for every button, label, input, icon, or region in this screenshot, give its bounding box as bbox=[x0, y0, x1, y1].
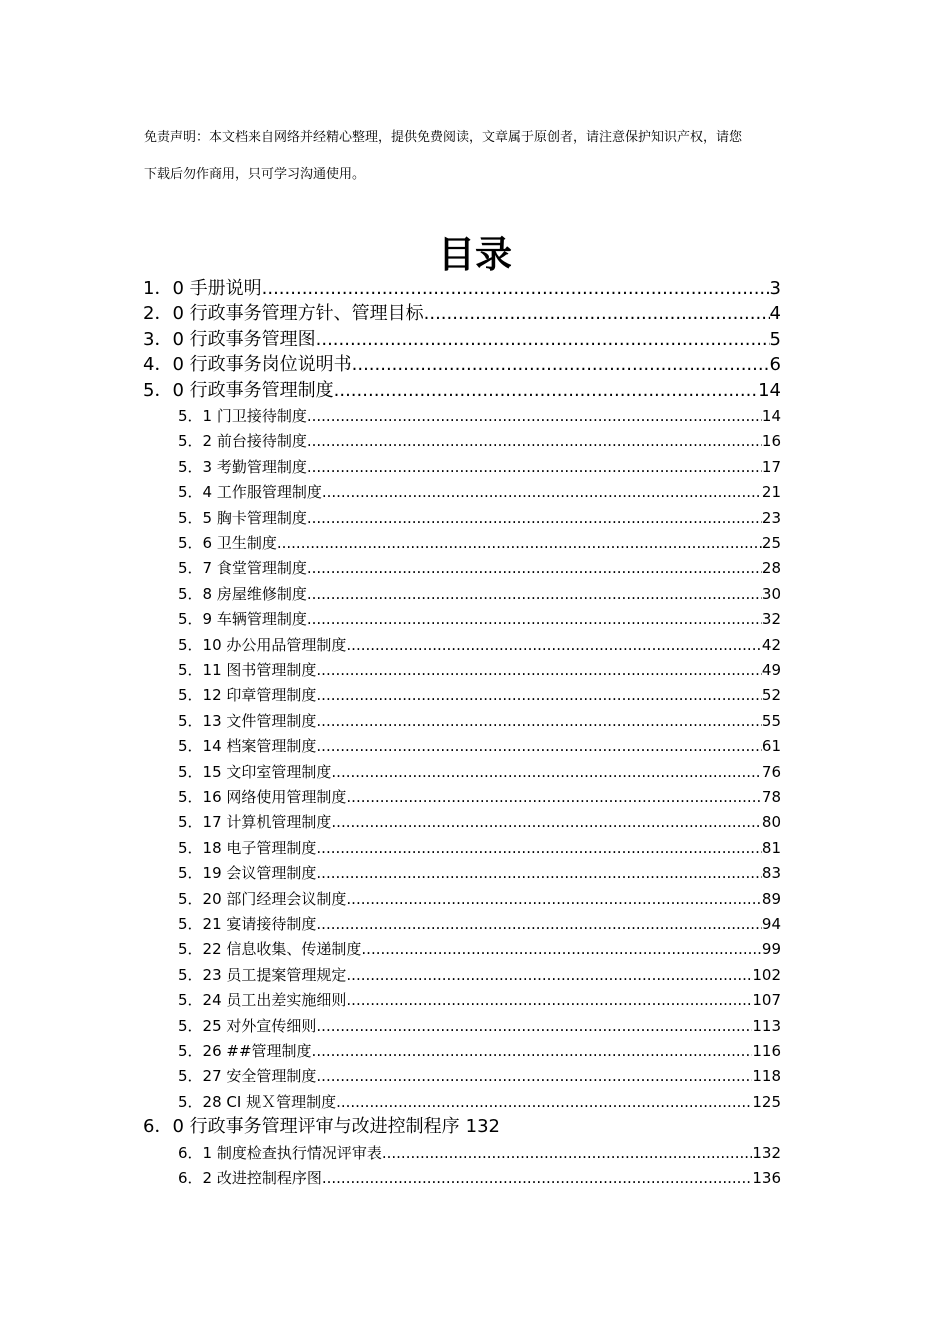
toc-entry-label: 5．0 行政事务管理制度 bbox=[143, 379, 334, 401]
toc-entry-page-number: 80 bbox=[761, 813, 781, 832]
toc-entry-page-number: 17 bbox=[761, 457, 781, 476]
toc-entry-label: 5．11 图书管理制度 bbox=[178, 661, 317, 679]
toc-entry[interactable] bbox=[178, 555, 781, 581]
disclaimer-line-1: 免责声明：本文档来自网络并经精心整理，提供免费阅读，文章属于原创者，请注意保护知识产权，请您 bbox=[144, 130, 743, 145]
toc-leader-dots bbox=[307, 505, 762, 531]
toc-leader-dots bbox=[346, 632, 762, 658]
toc-entry-label: 1．0 手册说明 bbox=[143, 278, 262, 299]
toc-entry-label: 5．16 网络使用管理制度 bbox=[178, 788, 347, 806]
toc-entry-label: 5．13 文件管理制度 bbox=[178, 711, 317, 730]
toc-entry-label: 5．5 胸卡管理制度 bbox=[178, 508, 307, 527]
toc-entry[interactable] bbox=[178, 911, 781, 937]
toc-entry-label: 5．22 信息收集、传递制度 bbox=[178, 940, 362, 959]
toc-entry[interactable] bbox=[143, 378, 781, 404]
disclaimer-line-2: 下载后勿作商用，只可学习沟通使用。 bbox=[144, 167, 366, 182]
toc-entry-page-number: 32 bbox=[761, 610, 781, 629]
toc-leader-dots bbox=[322, 1165, 753, 1191]
toc-leader-dots bbox=[307, 581, 762, 607]
toc-entry[interactable] bbox=[143, 1114, 781, 1140]
toc-entry-label: 4．0 行政事务岗位说明书 bbox=[143, 354, 352, 376]
toc-leader-dots bbox=[352, 352, 770, 378]
toc-entry-page-number: 28 bbox=[761, 559, 781, 578]
toc-leader-dots bbox=[316, 860, 762, 886]
toc-entry[interactable] bbox=[178, 809, 781, 835]
toc-leader-dots bbox=[312, 1038, 753, 1064]
toc-leader-dots bbox=[316, 327, 770, 353]
toc-entry-page-number: 30 bbox=[761, 584, 781, 603]
toc-entry-page-number: 136 bbox=[752, 1169, 781, 1187]
toc-entry-label: 5．27 安全管理制度 bbox=[178, 1067, 317, 1086]
toc-leader-dots bbox=[307, 454, 762, 480]
toc-entry-page-number: 3 bbox=[769, 278, 781, 299]
toc-leader-dots bbox=[262, 276, 770, 302]
toc-entry-label: 5．21 宴请接待制度 bbox=[178, 915, 317, 933]
toc-entry-label: 3．0 行政事务管理图 bbox=[143, 328, 316, 350]
toc-entry[interactable] bbox=[178, 1140, 781, 1166]
toc-entry-label: 5．19 会议管理制度 bbox=[178, 864, 317, 883]
toc-entry-label: 5．2 前台接待制度 bbox=[178, 432, 307, 451]
toc-entry-page-number: 49 bbox=[761, 661, 781, 679]
toc-leader-dots bbox=[424, 301, 770, 327]
toc-leader-dots bbox=[316, 911, 762, 937]
toc-entry-page-number: 113 bbox=[752, 1016, 781, 1035]
toc-entry-page-number: 14 bbox=[758, 379, 781, 401]
toc-entry-page-number: 132 bbox=[465, 1116, 500, 1138]
toc-entry-label: 5．20 部门经理会议制度 bbox=[178, 889, 347, 908]
toc-entry-page-number: 4 bbox=[769, 303, 781, 325]
toc-entry-label: 5．23 员工提案管理规定 bbox=[178, 965, 347, 984]
toc-leader-dots bbox=[346, 886, 762, 912]
toc-entry-label: 5．4 工作服管理制度 bbox=[178, 483, 322, 502]
toc-leader-dots bbox=[346, 962, 752, 988]
toc-leader-dots bbox=[277, 530, 762, 556]
toc-entry-page-number: 21 bbox=[761, 483, 781, 502]
toc-entry-label: 5．7 食堂管理制度 bbox=[178, 559, 307, 578]
toc-leader-dots bbox=[334, 378, 758, 404]
toc-entry-label: 6．2 改进控制程序图 bbox=[178, 1169, 322, 1187]
toc-entry-page-number: 125 bbox=[752, 1092, 781, 1111]
toc-entry-page-number: 102 bbox=[752, 965, 781, 984]
toc-entry-label: 5．8 房屋维修制度 bbox=[178, 584, 307, 603]
toc-entry-label: 5．9 车辆管理制度 bbox=[178, 610, 307, 629]
toc-entry[interactable] bbox=[178, 682, 781, 708]
toc-entry-label: 5．25 对外宣传细则 bbox=[178, 1016, 317, 1035]
toc-entry-page-number: 116 bbox=[752, 1042, 781, 1060]
toc-entry-page-number: 55 bbox=[761, 711, 781, 730]
toc-entry[interactable] bbox=[178, 759, 781, 785]
toc-entry[interactable] bbox=[178, 886, 781, 912]
toc-entry[interactable] bbox=[178, 606, 781, 632]
toc-leader-dots bbox=[346, 987, 752, 1013]
toc-entry-label: 5．12 印章管理制度 bbox=[178, 686, 317, 705]
toc-entry-page-number: 118 bbox=[752, 1067, 781, 1086]
toc-entry[interactable] bbox=[143, 276, 781, 302]
toc-entry-page-number: 94 bbox=[761, 915, 781, 933]
toc-leader-dots bbox=[331, 809, 762, 835]
toc-entry-page-number: 61 bbox=[761, 737, 781, 756]
toc-entry[interactable] bbox=[178, 708, 781, 734]
toc-entry[interactable] bbox=[178, 1038, 781, 1064]
toc-leader-dots bbox=[316, 1013, 752, 1039]
toc-entry-label: 5．17 计算机管理制度 bbox=[178, 813, 332, 832]
toc-entry[interactable] bbox=[178, 632, 781, 658]
toc-entry[interactable] bbox=[178, 936, 781, 962]
toc-entry-page-number: 76 bbox=[761, 762, 781, 781]
toc-entry-page-number: 5 bbox=[769, 328, 781, 350]
toc-entry[interactable] bbox=[178, 1089, 781, 1115]
toc-leader-dots bbox=[307, 403, 762, 429]
toc-leader-dots bbox=[316, 708, 762, 734]
toc-entry-page-number: 52 bbox=[761, 686, 781, 705]
toc-leader-dots bbox=[346, 784, 762, 810]
toc-entry-page-number: 23 bbox=[761, 508, 781, 527]
toc-leader-dots bbox=[361, 936, 762, 962]
toc-entry[interactable] bbox=[178, 835, 781, 861]
toc-entry[interactable] bbox=[178, 530, 781, 556]
toc-leader-dots bbox=[316, 733, 762, 759]
toc-leader-dots bbox=[316, 682, 762, 708]
toc-entry[interactable] bbox=[143, 352, 781, 378]
toc-entry-page-number: 81 bbox=[761, 838, 781, 857]
toc-entry[interactable] bbox=[178, 987, 781, 1013]
toc-leader-dots bbox=[322, 479, 762, 505]
toc-entry[interactable] bbox=[178, 1063, 781, 1089]
toc-entry[interactable] bbox=[178, 479, 781, 505]
toc-leader-dots bbox=[316, 835, 762, 861]
toc-entry-page-number: 89 bbox=[761, 889, 781, 908]
toc-entry[interactable] bbox=[178, 962, 781, 988]
toc-entry[interactable] bbox=[178, 428, 781, 454]
toc-entry-label: 6．0 行政事务管理评审与改进控制程序 bbox=[143, 1116, 460, 1138]
toc-leader-dots bbox=[307, 606, 762, 632]
toc-entry[interactable] bbox=[178, 403, 781, 429]
toc-entry[interactable] bbox=[178, 1013, 781, 1039]
toc-entry-label: 5．18 电子管理制度 bbox=[178, 838, 317, 857]
toc-entry[interactable] bbox=[178, 581, 781, 607]
toc-entry-page-number: 6 bbox=[769, 354, 781, 376]
toc-entry-label: 5．14 档案管理制度 bbox=[178, 737, 317, 756]
toc-entry-label: 5．6 卫生制度 bbox=[178, 534, 277, 552]
toc-entry-label: 5．26 ##管理制度 bbox=[178, 1042, 312, 1060]
toc-entry-label: 6．1 制度检查执行情况评审表 bbox=[178, 1143, 382, 1162]
toc-entry-label: 2．0 行政事务管理方针、管理目标 bbox=[143, 303, 424, 325]
toc-entry-page-number: 132 bbox=[752, 1143, 781, 1162]
toc-entry-label: 5．1 门卫接待制度 bbox=[178, 407, 307, 425]
page-title: 目录 bbox=[438, 233, 512, 276]
disclaimer bbox=[144, 119, 814, 193]
toc-entry[interactable] bbox=[178, 784, 781, 810]
toc-entry-page-number: 42 bbox=[761, 635, 781, 654]
toc-entry-page-number: 107 bbox=[752, 991, 781, 1010]
toc-leader-dots bbox=[307, 428, 762, 454]
toc-entry[interactable] bbox=[143, 301, 781, 327]
toc-entry[interactable] bbox=[178, 733, 781, 759]
toc-leader-dots bbox=[316, 1063, 752, 1089]
toc-entry-label: 5．15 文印室管理制度 bbox=[178, 762, 332, 781]
toc-leader-dots bbox=[336, 1089, 752, 1115]
toc-entry-label: 5．28 CI 规Ｘ管理制度 bbox=[178, 1092, 337, 1111]
toc-entry-label: 5．10 办公用品管理制度 bbox=[178, 635, 347, 654]
toc-entry-label: 5．24 员工出差实施细则 bbox=[178, 991, 347, 1010]
toc-leader-dots bbox=[307, 555, 762, 581]
toc-entry[interactable] bbox=[178, 1165, 781, 1191]
toc-entry-page-number: 99 bbox=[761, 940, 781, 959]
toc-leader-dots bbox=[316, 657, 762, 683]
toc-leader-dots bbox=[382, 1140, 753, 1166]
toc-entry[interactable] bbox=[178, 454, 781, 480]
toc-leader-dots bbox=[331, 759, 762, 785]
toc-entry[interactable] bbox=[178, 657, 781, 683]
toc-entry[interactable] bbox=[178, 860, 781, 886]
toc-entry[interactable] bbox=[143, 327, 781, 353]
toc-entry-page-number: 25 bbox=[761, 534, 781, 552]
toc-entry-page-number: 83 bbox=[761, 864, 781, 883]
toc-entry-page-number: 78 bbox=[761, 788, 781, 806]
toc-entry-label: 5．3 考勤管理制度 bbox=[178, 457, 307, 476]
toc-entry[interactable] bbox=[178, 505, 781, 531]
toc-entry-page-number: 14 bbox=[761, 407, 781, 425]
toc-entry-page-number: 16 bbox=[761, 432, 781, 451]
